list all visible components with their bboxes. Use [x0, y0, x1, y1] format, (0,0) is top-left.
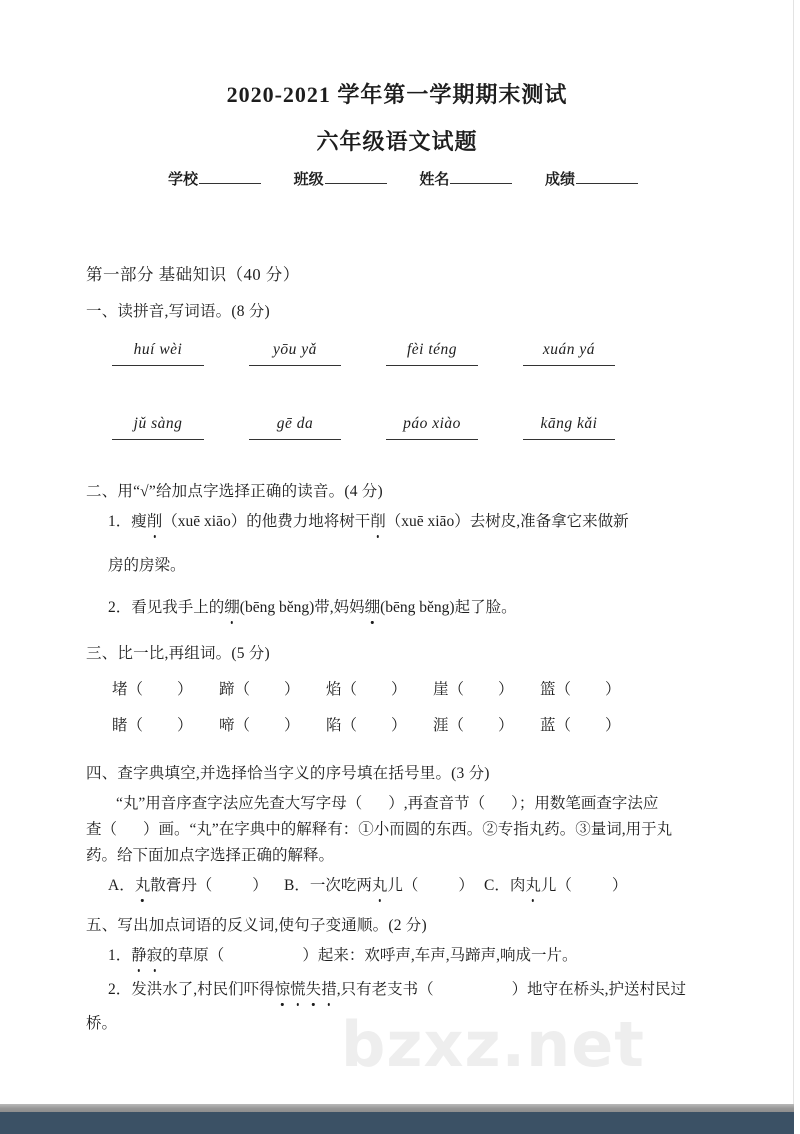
q5-item1-post: ）起来：欢呼声,车声,马蹄声,响成一片。 — [302, 946, 578, 964]
pinyin-cell[interactable] — [386, 412, 523, 440]
dotted-char: 丸 — [525, 874, 541, 898]
q4-line2-text-a: 查（ — [86, 820, 118, 838]
q5-item2-prefix: 2．发洪水了,村民们吓得 — [108, 980, 275, 998]
question-1-heading: 一、读拼音,写词语。(8 分) — [86, 302, 270, 320]
choice-c-text: 儿（ — [540, 876, 572, 894]
question-5-item-2 — [108, 978, 716, 1002]
window-bottom-blue-band — [0, 1112, 794, 1134]
choice-a-text: 散膏丹（ — [150, 876, 213, 894]
pinyin-word: fèi téng — [386, 338, 478, 366]
q4-line1-text-c: ）；用数笔画查字法应 — [511, 794, 659, 812]
dotted-char: 削 — [370, 510, 386, 534]
q2-item1-text-c: （xuē xiāo）去树皮,准备拿它来做新 — [385, 512, 629, 530]
info-label-name: 姓名 — [419, 172, 450, 188]
choice-option-c[interactable] — [484, 874, 627, 898]
char-group-cell[interactable] — [326, 714, 433, 738]
question-4-body — [86, 792, 716, 898]
question-3-heading: 三、比一比,再组词。(5 分) — [86, 644, 270, 662]
page-title-main: 2020-2021 学年第一学期期末测试 — [226, 82, 568, 107]
char-group-cell[interactable] — [326, 678, 433, 702]
question-2-body — [108, 510, 716, 620]
q2-item1-text-a: 1．瘦 — [108, 512, 147, 530]
question-3-row-1 — [112, 678, 716, 702]
pinyin-word: jǔ sàng — [112, 412, 204, 440]
char-group-label: 啼（ — [219, 716, 251, 734]
dotted-char: 丸 — [372, 874, 388, 898]
choice-c-close: ） — [611, 876, 628, 894]
char-group-label: 堵（ — [112, 680, 144, 698]
info-field-class — [294, 168, 387, 189]
question-4-heading: 四、查字典填空,并选择恰当字义的序号填在括号里。(3 分) — [86, 764, 490, 782]
dotted-char: 慌 — [290, 978, 306, 1002]
page-title-sub: 六年级语文试题 — [316, 129, 478, 154]
char-group-cell[interactable] — [540, 678, 647, 702]
dotted-char: 丸 — [135, 874, 151, 898]
info-label-school: 学校 — [168, 172, 199, 188]
dotted-char: 削 — [147, 510, 163, 534]
dotted-char: 措 — [321, 978, 337, 1002]
info-blank-score[interactable] — [576, 170, 638, 184]
dotted-char: 绷 — [365, 596, 381, 620]
char-group-cell[interactable] — [112, 714, 219, 738]
q2-item2-text-c: (bēng běng)起了脸。 — [380, 598, 517, 616]
question-2-item-2 — [108, 596, 716, 620]
question-2-item-1 — [108, 510, 716, 534]
pinyin-word: yōu yǎ — [249, 338, 341, 366]
question-1-row-2 — [112, 412, 716, 440]
info-field-score — [545, 168, 638, 189]
info-label-class: 班级 — [293, 172, 324, 188]
dotted-char: 绷 — [224, 596, 240, 620]
question-5-item-1 — [108, 944, 716, 968]
choice-option-a[interactable] — [108, 874, 284, 898]
choice-b-close: ） — [458, 876, 474, 894]
char-group-label: 篮（ — [540, 680, 572, 698]
char-group-close: ） — [391, 680, 407, 698]
question-3-row-2 — [112, 714, 716, 738]
pinyin-cell[interactable] — [112, 338, 249, 366]
question-1-row-1 — [112, 338, 716, 366]
q4-line1-text-b: ）,再查音节（ — [388, 794, 486, 812]
char-group-close: ） — [391, 716, 407, 734]
dotted-char: 静 — [131, 944, 147, 968]
q5-item1-mid: 的草原（ — [162, 946, 225, 964]
char-group-close: ） — [177, 680, 193, 698]
char-group-close: ） — [284, 680, 300, 698]
char-group-label: 蹄（ — [219, 680, 251, 698]
q4-line1-text-a: “丸”用音序查字法应先查大写字母（ — [116, 794, 363, 812]
char-group-label: 蓝（ — [540, 716, 572, 734]
pinyin-word: huí wèi — [112, 338, 204, 366]
info-label-score: 成绩 — [544, 172, 575, 188]
char-group-label: 崖（ — [433, 680, 465, 698]
dotted-char: 惊 — [275, 978, 291, 1002]
info-blank-name[interactable] — [450, 170, 512, 184]
pinyin-word: kāng kǎi — [523, 412, 615, 440]
dotted-char: 寂 — [147, 944, 163, 968]
question-5-heading: 五、写出加点词语的反义词,使句子变通顺。(2 分) — [86, 916, 427, 934]
dotted-char: 失 — [306, 978, 322, 1002]
char-group-cell[interactable] — [112, 678, 219, 702]
q4-line2-text-b: ）画。“丸”在字典中的解释有：①小而圆的东西。②专指丸药。③量词,用于丸 — [143, 820, 673, 838]
char-group-label: 睹（ — [112, 716, 144, 734]
exam-content — [86, 262, 716, 1036]
part-one-title: 第一部分 基础知识（40 分） — [86, 265, 300, 284]
char-group-close: ） — [177, 716, 193, 734]
info-blank-school[interactable] — [199, 170, 261, 184]
q2-item2-text-a: 2．看见我手上的 — [108, 598, 225, 616]
choice-b-prefix: B．一次吃两 — [284, 876, 372, 894]
info-field-school — [168, 168, 261, 189]
q5-item1-prefix: 1． — [108, 946, 132, 964]
info-field-name — [419, 168, 512, 189]
char-group-close: ） — [498, 680, 514, 698]
question-4-line-1 — [86, 792, 716, 816]
site-watermark: bzxz.net — [341, 1008, 645, 1081]
pinyin-cell[interactable] — [112, 412, 249, 440]
char-group-label: 陷（ — [326, 716, 358, 734]
char-group-label: 涯（ — [433, 716, 465, 734]
question-5-body — [108, 944, 716, 1002]
question-2-item-1-cont: 房的房梁。 — [108, 556, 186, 574]
pinyin-word: gē da — [249, 412, 341, 440]
char-group-cell[interactable] — [219, 714, 326, 738]
q2-item2-text-b: (bēng běng)带,妈妈 — [239, 598, 365, 616]
char-group-close: ） — [498, 716, 514, 734]
char-group-close: ） — [284, 716, 300, 734]
q2-item1-text-b: （xuē xiāo）的他费力地将树干 — [162, 512, 371, 530]
pinyin-cell[interactable] — [523, 412, 660, 440]
char-group-cell[interactable] — [433, 678, 540, 702]
pinyin-cell[interactable] — [523, 338, 660, 366]
pinyin-cell[interactable] — [249, 338, 386, 366]
question-4-choices — [108, 874, 716, 898]
question-5-item-2-cont: 桥。 — [86, 1014, 118, 1032]
pinyin-cell[interactable] — [249, 412, 386, 440]
char-group-cell[interactable] — [219, 678, 326, 702]
choice-b-text: 儿（ — [387, 876, 419, 894]
pinyin-word: páo xiào — [386, 412, 478, 440]
question-4-line-3: 药。给下面加点字选择正确的解释。 — [86, 846, 335, 864]
q5-item2-mid: ,只有老支书（ — [336, 980, 434, 998]
pinyin-cell[interactable] — [386, 338, 523, 366]
choice-option-b[interactable] — [284, 874, 484, 898]
question-2-heading: 二、用“√”给加点字选择正确的读音。(4 分) — [86, 482, 383, 500]
info-blank-class[interactable] — [325, 170, 387, 184]
char-group-close: ） — [605, 716, 621, 734]
pinyin-word: xuán yá — [523, 338, 615, 366]
question-4-line-2 — [86, 818, 716, 842]
choice-a-prefix: A． — [108, 876, 135, 894]
q5-item2-post: ）地守在桥头,护送村民过 — [511, 980, 686, 998]
char-group-label: 焰（ — [326, 680, 358, 698]
choice-c-prefix: C．肉 — [484, 876, 526, 894]
choice-a-close: ） — [252, 876, 268, 894]
char-group-cell[interactable] — [540, 714, 647, 738]
char-group-close: ） — [605, 680, 621, 698]
student-info-row — [168, 168, 638, 189]
window-bottom-gray-band — [0, 1104, 794, 1112]
char-group-cell[interactable] — [433, 714, 540, 738]
